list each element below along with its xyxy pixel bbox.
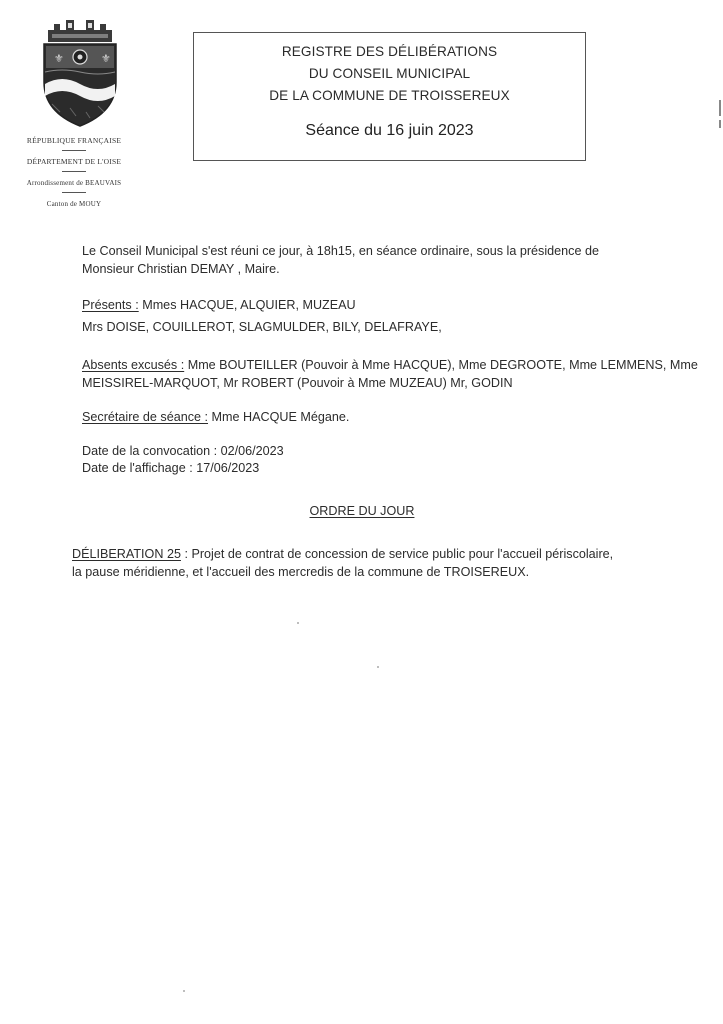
deliberation-text-1: : Projet de contrat de concession de service public pour l'accueil périscolaire, <box>180 547 614 561</box>
register-header-box <box>193 32 586 161</box>
register-title-line-2: DU CONSEIL MUNICIPAL <box>308 66 471 81</box>
session-date: Séance du 16 juin 2023 <box>305 122 474 139</box>
svg-text:⚜: ⚜ <box>54 52 64 65</box>
secretaire-label: Secrétaire de séance : <box>82 410 209 424</box>
affichage-label: Date de l'affichage <box>82 461 186 475</box>
scan-mark <box>719 100 721 116</box>
coat-of-arms-icon <box>30 12 130 130</box>
absents-names-1: Mme BOUTEILLER (Pouvoir à Mme HACQUE), Mme DEGROOTE, Mme LEMMENS, Mme <box>184 358 698 372</box>
divider <box>62 171 86 172</box>
scan-mark <box>719 120 721 128</box>
absents-line-2: MEISSIREL-MARQUOT, Mr ROBERT (Pouvoir à Mme MUZEAU) Mr, GODIN <box>82 376 513 390</box>
intro-line-2: Monsieur Christian DEMAY , Maire. <box>82 262 280 276</box>
svg-text:⚜: ⚜ <box>101 52 111 65</box>
register-title-line-1: REGISTRE DES DÉLIBÉRATIONS <box>281 44 498 59</box>
agenda-title: ORDRE DU JOUR <box>309 504 415 518</box>
secretaire-line <box>82 408 349 426</box>
presents-line-1 <box>82 296 356 314</box>
intro-line-1: Le Conseil Municipal s'est réuni ce jour, à 18h15, en séance ordinaire, sous la présidence de <box>82 244 599 258</box>
convocation-value: : 02/06/2023 <box>210 444 284 458</box>
secretaire-value: Mme HACQUE Mégane. <box>208 410 350 424</box>
absents-label: Absents excusés : <box>82 358 185 372</box>
republique-label: RÉPUBLIQUE FRANÇAISE <box>26 136 122 145</box>
divider <box>62 150 86 151</box>
presents-label: Présents : <box>82 298 139 312</box>
divider <box>62 192 86 193</box>
arrondissement-label: Arrondissement de BEAUVAIS <box>26 179 122 187</box>
affichage-value: : 17/06/2023 <box>185 461 260 475</box>
scan-speck <box>297 622 299 624</box>
administrative-header <box>10 136 138 209</box>
deliberation-line-2: la pause méridienne, et l'accueil des mercredis de la commune de TROISEREUX. <box>72 565 530 579</box>
deliberation-label: DÉLIBERATION 25 <box>72 547 181 561</box>
deliberation-line-1 <box>72 545 613 563</box>
presents-names-1: Mmes HACQUE, ALQUIER, MUZEAU <box>138 298 356 312</box>
convocation-line <box>82 442 284 460</box>
convocation-label: Date de la convocation <box>82 444 211 458</box>
scan-speck <box>183 990 185 992</box>
absents-line-1 <box>82 356 698 374</box>
affichage-line <box>82 459 259 477</box>
register-title-line-3: DE LA COMMUNE DE TROISSEREUX <box>269 88 510 103</box>
presents-line-2: Mrs DOISE, COUILLEROT, SLAGMULDER, BILY, DELAFRAYE, <box>82 320 442 334</box>
canton-label: Canton de MOUY <box>46 200 102 208</box>
departement-label: DÉPARTEMENT DE L'OISE <box>26 157 122 166</box>
scan-speck <box>377 666 379 668</box>
